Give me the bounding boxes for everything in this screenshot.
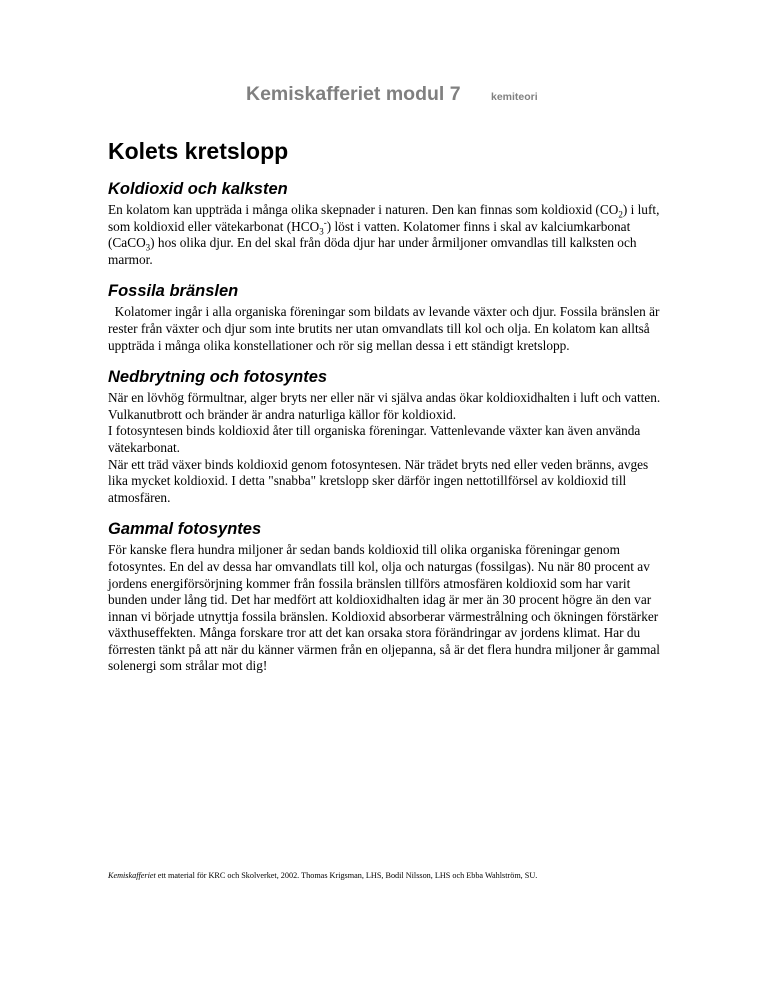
section-gammal-fotosyntes (108, 519, 668, 675)
section-paragraph: I fotosyntesen binds koldioxid åter till organiska föreningar. Vattenlevande växter kan även använda vätekarbonat. (108, 423, 641, 455)
section-heading: Nedbrytning och fotosyntes (108, 368, 328, 387)
section-paragraph: När en lövhög förmultnar, alger bryts ner eller när vi själva andas ökar koldioxidhalten i luft och vatten. Vulkanutbrott och bränder är andra naturliga källor för koldioxid. (108, 390, 661, 422)
section-paragraph: För kanske flera hundra miljoner år sedan bands koldioxid till olika organiska föreningar genom fotosyntes. En del av dessa har omvandlats till kol, olja och naturgas (fossilgas). Nu när 80 procent av jordens energiförsörjning kommer från fossila bränslen tillförs atmosfären koldioxid som har varit bunden under lång tid. Det har medfört att koldioxidhalten idag är mer än 30 procent högre än den var innan vi började utnyttja fossila bränslen. Koldioxid absorberar värmestrålning och ökningen förstärker växthuseffekten. Många forskare tror att det kan orsaka stora förändringar av jordens klimat. Har du förresten tänkt på att när du känner värmen från en oljepanna, så är det flera hundra miljoner år gammal solenergi som strålar mot dig! (108, 542, 660, 674)
document-body (108, 137, 668, 688)
section-paragraph: När ett träd växer binds koldioxid genom fotosyntesen. När trädet bryts ned eller veden bränns, avges lika mycket koldioxid. I detta "snabba" kretslopp sker därför ingen nettotillförsel av koldioxid till atmosfären. (108, 456, 649, 505)
footer-italic: Kemiskafferiet (108, 871, 156, 880)
header-title: Kemiskafferiet modul 7 (246, 83, 461, 105)
section-koldioxid-och-kalksten (108, 179, 668, 268)
section-heading: Fossila bränslen (108, 282, 239, 301)
page-footer (108, 871, 537, 880)
section-fossila-branslen (108, 281, 668, 354)
section-nedbrytning-och-fotosyntes (108, 367, 668, 506)
header-subtitle: kemiteori (491, 91, 538, 103)
section-paragraph: En kolatom kan uppträda i många olika skepnader i naturen. Den kan finnas som koldioxid $(CO_2)$ i luft, som koldioxid eller vätekarbonat $(HCO_3^-)$ löst i vatten. Kolatomer finns i skal av kalciumkarbonat (CaCO$_3$) hos olika djur. En del skal från döda djur har under årmiljoner omvandlas till kalksten och marmor. (108, 202, 660, 267)
section-heading: Gammal fotosyntes (108, 520, 262, 539)
page-title: Kolets kretslopp (108, 138, 289, 164)
page-header (0, 83, 768, 113)
footer-text: ett material för KRC och Skolverket, 2002. Thomas Krigsman, LHS, Bodil Nilsson, LHS och Ebba Wahlström, SU. (155, 871, 538, 880)
section-heading: Koldioxid och kalksten (108, 180, 288, 198)
section-paragraph: Kolatomer ingår i alla organiska föreningar som bildats av levande växter och djur. Fossila bränslen är rester från växter och djur som inte brutits ner utan omvandlats till kol och olja. En kolatom kan alltså uppträda i många olika konstellationer och rör sig mellan dessa i ett ständigt kretslopp. (108, 304, 663, 353)
